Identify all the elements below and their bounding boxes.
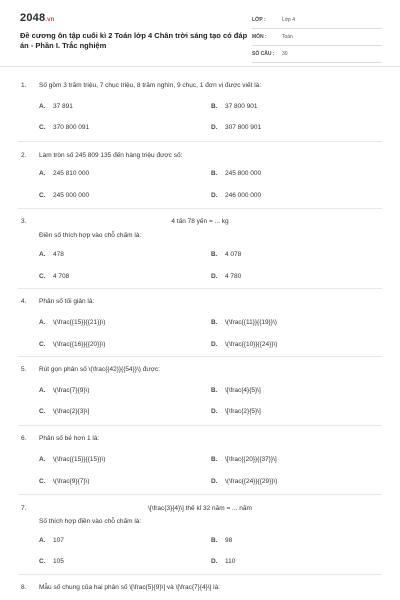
option-d[interactable] [211,341,277,348]
document-title: Đề cương ôn tập cuối kì 2 Toán lớp 4 Chân trời sáng tạo có đáp án - Phần I. Trắc nghiệm [20,31,248,50]
option-a[interactable] [39,251,64,258]
option-value: 110 [225,558,236,565]
option-value: 370 800 091 [53,124,90,131]
option-letter: C. [39,478,46,485]
option-c[interactable] [39,408,89,415]
question-divider [18,141,382,142]
option-letter: A. [39,319,46,326]
option-value: 107 [53,537,64,544]
option-b[interactable] [211,387,261,394]
option-value: \(\frac{{15}}{{21}}\) [53,319,106,326]
option-value: \(\frac{{24}}{{29}}\) [225,478,278,485]
meta-table [252,12,382,63]
option-letter: B. [211,103,218,110]
option-value: \[\frac{{20}}{{37}}\] [225,456,277,463]
option-d[interactable] [211,273,241,280]
option-letter: B. [211,456,218,463]
question-divider [18,208,382,209]
option-value: 37 800 901 [225,103,258,110]
question-number: 4. [21,298,27,305]
option-letter: A. [39,251,46,258]
option-a[interactable] [39,319,105,326]
option-value: \(\frac{7}{9}\) [53,387,90,394]
option-b[interactable] [211,537,232,544]
question-number: 3. [21,218,27,225]
option-b[interactable] [211,251,241,258]
option-value: \[\frac{2}{5}\] [225,408,261,415]
question-subtext: Điền số thích hợp vào chỗ chấm là: [39,232,142,239]
option-letter: D. [211,124,218,131]
question-divider [18,288,382,289]
question-number: 8. [21,584,27,591]
logo-text: 2048 [20,12,46,24]
option-letter: A. [39,103,46,110]
document-header [0,0,400,67]
option-letter: B. [211,387,218,394]
option-d[interactable] [211,558,235,565]
meta-value: 30 [282,51,288,57]
option-value: \(\frac{{16}}{{20}}\) [53,341,106,348]
option-a[interactable] [39,170,89,177]
option-c[interactable] [39,273,69,280]
option-letter: D. [211,478,218,485]
option-value: 98 [225,537,233,544]
option-letter: A. [39,537,46,544]
option-letter: B. [211,251,218,258]
option-b[interactable] [211,103,258,110]
option-value: 245 000 000 [53,192,90,199]
option-d[interactable] [211,408,261,415]
option-value: \[\frac{4}{5}\] [225,387,261,394]
option-letter: C. [39,273,46,280]
question-number: 5. [21,366,27,373]
site-logo[interactable] [20,12,55,24]
question-text: \[\frac{3}{4}\] thế kỉ 32 năm = ... năm [148,505,252,512]
question-text: 4 tấn 78 yến = ... kg [171,218,229,225]
question-text: Làm tròn số 245 809 135 đến hàng triệu được số: [39,152,183,159]
option-letter: D. [211,558,218,565]
question-text: Số gồm 3 trăm triệu, 7 chục triệu, 8 trăm nghìn, 9 chục, 1 đơn vị được viết là: [39,82,262,89]
option-letter: A. [39,170,46,177]
option-letter: A. [39,387,46,394]
meta-label: MÔN : [252,34,267,40]
option-value: \(\frac{{15}}{{15}}\) [53,456,106,463]
option-value: 4 708 [53,273,70,280]
meta-row-count [252,46,382,63]
option-value: \(\frac{{10}}{{24}}\) [225,341,278,348]
option-value: 245 810 000 [53,170,90,177]
option-value: 478 [53,251,64,258]
option-c[interactable] [39,192,89,199]
option-letter: C. [39,558,46,565]
question-divider [18,574,382,575]
question-number: 7. [21,505,27,512]
option-letter: C. [39,192,46,199]
option-letter: D. [211,408,218,415]
question-divider [18,356,382,357]
option-d[interactable] [211,192,261,199]
option-a[interactable] [39,537,64,544]
question-divider [18,425,382,426]
option-letter: C. [39,124,46,131]
option-value: 105 [53,558,64,565]
option-value: \(\frac{{11}}{{19}}\) [225,319,277,326]
question-number: 6. [21,435,27,442]
option-c[interactable] [39,124,89,131]
option-d[interactable] [211,478,277,485]
question-text: Mẫu số chung của hai phân số \[\frac{5}{9}\] và \[\frac{7}{4}\] là: [39,584,221,591]
option-c[interactable] [39,341,105,348]
option-b[interactable] [211,456,277,463]
option-value: 4 078 [225,251,242,258]
question-number: 1. [21,82,27,89]
option-value: \(\frac{2}{3}\] [53,408,90,415]
option-letter: D. [211,273,218,280]
question-divider [18,494,382,495]
option-value: 246 000 000 [225,192,262,199]
option-letter: A. [39,456,46,463]
option-letter: D. [211,192,218,199]
meta-label: SỐ CÂU : [252,51,275,57]
meta-row-class [252,12,382,29]
meta-value: Toán [282,34,293,40]
question-text: Phân số bé hơn 1 là: [39,435,100,442]
option-c[interactable] [39,478,90,485]
option-a[interactable] [39,456,105,463]
option-value: 245 800 000 [225,170,262,177]
option-value: 307 800 901 [225,124,262,131]
question-text: Phân số tối giản là: [39,298,95,305]
option-b[interactable] [211,319,277,326]
option-b[interactable] [211,170,261,177]
option-d[interactable] [211,124,261,131]
option-letter: D. [211,341,218,348]
question-subtext: Số thích hợp điền vào chỗ chấm là: [39,518,142,525]
option-letter: B. [211,319,218,326]
question-text: Rút gọn phân số \(\frac{{42}}{{54}}\) được: [39,366,161,373]
option-a[interactable] [39,387,90,394]
option-a[interactable] [39,103,73,110]
option-value: \(\frac{9}{7}\) [53,478,90,485]
meta-row-subject [252,29,382,46]
option-letter: B. [211,170,218,177]
option-value: 37 891 [53,103,73,110]
option-letter: C. [39,408,46,415]
question-number: 2. [21,152,27,159]
meta-value: Lớp 4 [282,17,296,23]
option-letter: B. [211,537,218,544]
option-letter: C. [39,341,46,348]
logo-tld: .vn [45,17,55,23]
option-c[interactable] [39,558,64,565]
option-value: 4 780 [225,273,242,280]
meta-label: LỚP : [252,17,266,23]
